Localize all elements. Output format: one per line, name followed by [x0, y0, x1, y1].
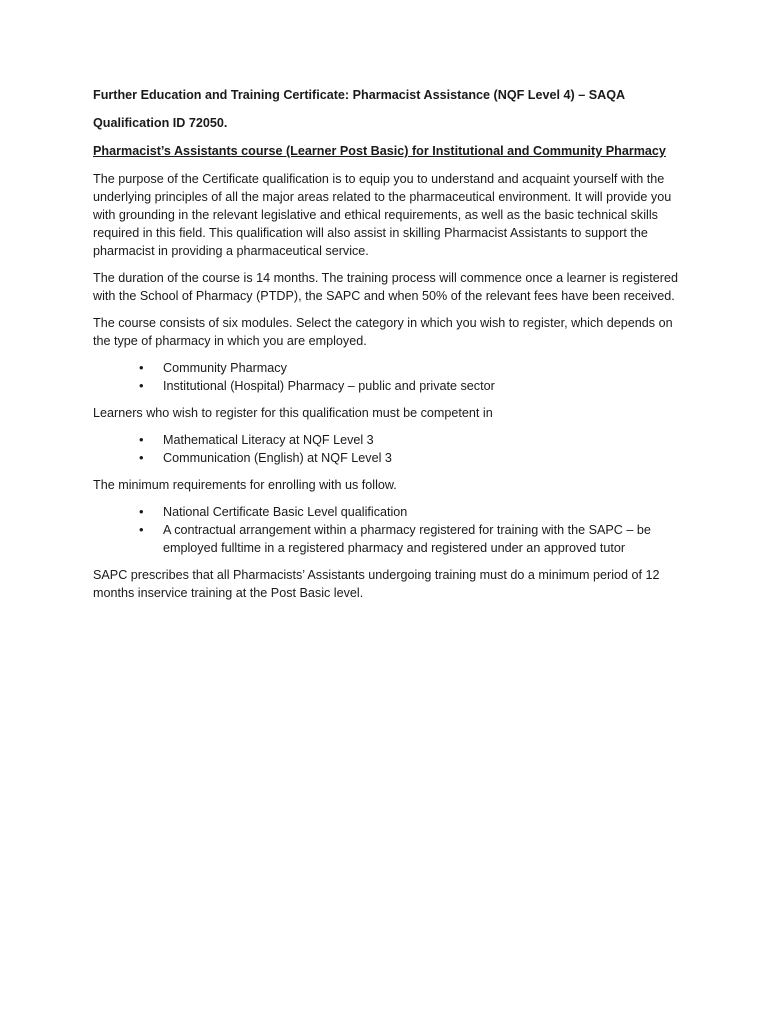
list-item-text: Institutional (Hospital) Pharmacy – public and private sector: [163, 379, 495, 393]
duration-paragraph: The duration of the course is 14 months. The training process will commence once a learner is registered with the School of Pharmacy (PTDP), the SAPC and when 50% of the relevant fees have been received.: [93, 271, 678, 303]
list-item: [93, 521, 678, 557]
qualification-id: [93, 114, 678, 132]
list-item-text: A contractual arrangement within a pharmacy registered for training with the SAPC – be employed fulltime in a registered pharmacy and registered under an approved tutor: [163, 523, 651, 555]
list-item-text: Community Pharmacy: [163, 361, 287, 375]
bullet-icon: •: [139, 522, 144, 537]
bullet-icon: •: [139, 360, 144, 375]
competence-paragraph: Learners who wish to register for this qualification must be competent in: [93, 406, 493, 420]
title-line-1: Further Education and Training Certificate: Pharmacist Assistance (NQF Level 4) – SAQA: [93, 88, 626, 102]
list-item-text: Communication (English) at NQF Level 3: [163, 451, 392, 465]
list-item-text: National Certificate Basic Level qualification: [163, 505, 408, 519]
list-item: [93, 431, 678, 449]
list-item: [93, 359, 678, 377]
document-title: [93, 86, 678, 104]
document-page: [93, 86, 678, 611]
purpose-paragraph: The purpose of the Certificate qualification is to equip you to understand and acquaint yourself with the underlying principles of all the major areas related to the pharmaceutical environment. It will provide you with grounding in the relevant legislative and ethical requirements, as well as the basic technical skills required in this field. This qualification will also assist in skilling Pharmacist Assistants to support the pharmacist in providing a pharmaceutical service.: [93, 172, 672, 258]
minimum-requirements-paragraph: The minimum requirements for enrolling with us follow.: [93, 478, 397, 492]
competency-list: [93, 431, 678, 467]
sapc-paragraph: SAPC prescribes that all Pharmacists’ Assistants undergoing training must do a minimum period of 12 months inservice training at the Post Basic level.: [93, 568, 660, 600]
category-list: [93, 359, 678, 395]
title-line-2: Qualification ID 72050.: [93, 116, 228, 130]
requirements-list: [93, 503, 678, 557]
list-item: [93, 449, 678, 467]
list-item: [93, 377, 678, 395]
course-subheading: Pharmacist’s Assistants course (Learner Post Basic) for Institutional and Community Pharmacy: [93, 144, 666, 158]
list-item: [93, 503, 678, 521]
bullet-icon: •: [139, 450, 144, 465]
modules-paragraph: The course consists of six modules. Select the category in which you wish to register, which depends on the type of pharmacy in which you are employed.: [93, 316, 673, 348]
bullet-icon: •: [139, 504, 144, 519]
list-item-text: Mathematical Literacy at NQF Level 3: [163, 433, 374, 447]
bullet-icon: •: [139, 432, 144, 447]
bullet-icon: •: [139, 378, 144, 393]
